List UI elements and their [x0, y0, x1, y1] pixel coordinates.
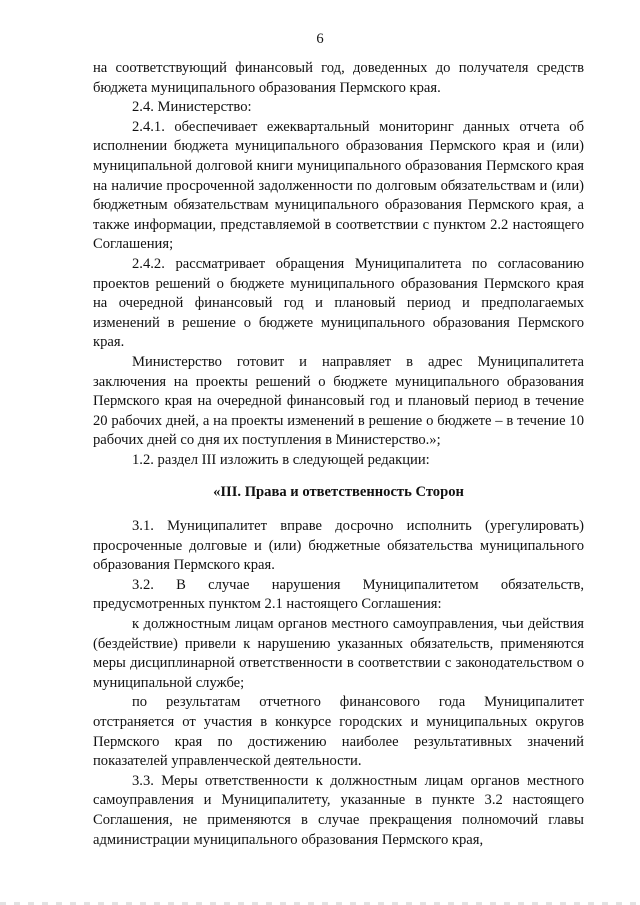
paragraph-ministry-conclusions: Министерство готовит и направляет в адрес Муниципалитета заключения на проекты решений о бюджете муниципального образования Пермского края на очередной финансовый год и плановый период в течение 20 рабочих дней, а на проекты изменений в решение о бюджете – в течение 10 рабочих дней со дня их поступления в Министерство.»;	[93, 353, 584, 449]
paragraph-3-2-officials: к должностным лицам органов местного самоуправления, чьи действия (бездействие) привели к нарушению указанных обязательств, применяются меры дисциплинарной ответственности в соответствии с законодательством о муниципальной службе;	[93, 616, 584, 691]
paragraph-2-4-1: 2.4.1. обеспечивает ежеквартальный мониторинг данных отчета об исполнении бюджета муниципального образования Пермского края и (или) муниципальной долговой книги муниципального образования Пермского края на наличие просроченной задолженности по долговым обязательствам и (или) бюджетным обязательствам муниципального образования Пермского края, а также информации, представляемой в соответствии с пунктом 2.2 настоящего Соглашения;	[93, 118, 584, 253]
paragraph-3-3: 3.3. Меры ответственности к должностным лицам органов местного самоуправления и Муниципалитету, указанные в пункте 3.2 настоящего Соглашения, не применяются в случае прекращения полномочий главы администрации муниципального образования Пермского края,	[93, 772, 584, 848]
paragraph-3-1: 3.1. Муниципалитет вправе досрочно исполнить (урегулировать) просроченные долговые и (или) бюджетные обязательства муниципального образования Пермского края.	[93, 518, 584, 574]
document-body	[93, 59, 584, 850]
paragraph-2-4: 2.4. Министерство:	[132, 99, 252, 116]
paragraph-2-4-2: 2.4.2. рассматривает обращения Муниципалитета по согласованию проектов решений о бюджете муниципального образования Пермского края на очередной финансовый год и плановый период и предполагаемых изменений в решение о бюджете муниципального образования Пермского края.	[93, 255, 584, 351]
paragraph-1-2: 1.2. раздел III изложить в следующей редакции:	[132, 451, 430, 468]
paragraph-3-2: 3.2. В случае нарушения Муниципалитетом обязательств, предусмотренных пунктом 2.1 настоящего Соглашения:	[93, 576, 584, 613]
paragraph-3-2-contest: по результатам отчетного финансового года Муниципалитет отстраняется от участия в конкурсе городских и муниципальных округов Пермского края по достижению наиболее результативных значений показателей управленческой деятельности.	[93, 694, 584, 770]
section-heading: «III. Права и ответственность Сторон	[213, 484, 464, 501]
paragraph-continuation: на соответствующий финансовый год, доведенных до получателя средств бюджета муниципального образования Пермского края.	[93, 60, 584, 96]
page-number: 6	[316, 31, 324, 47]
